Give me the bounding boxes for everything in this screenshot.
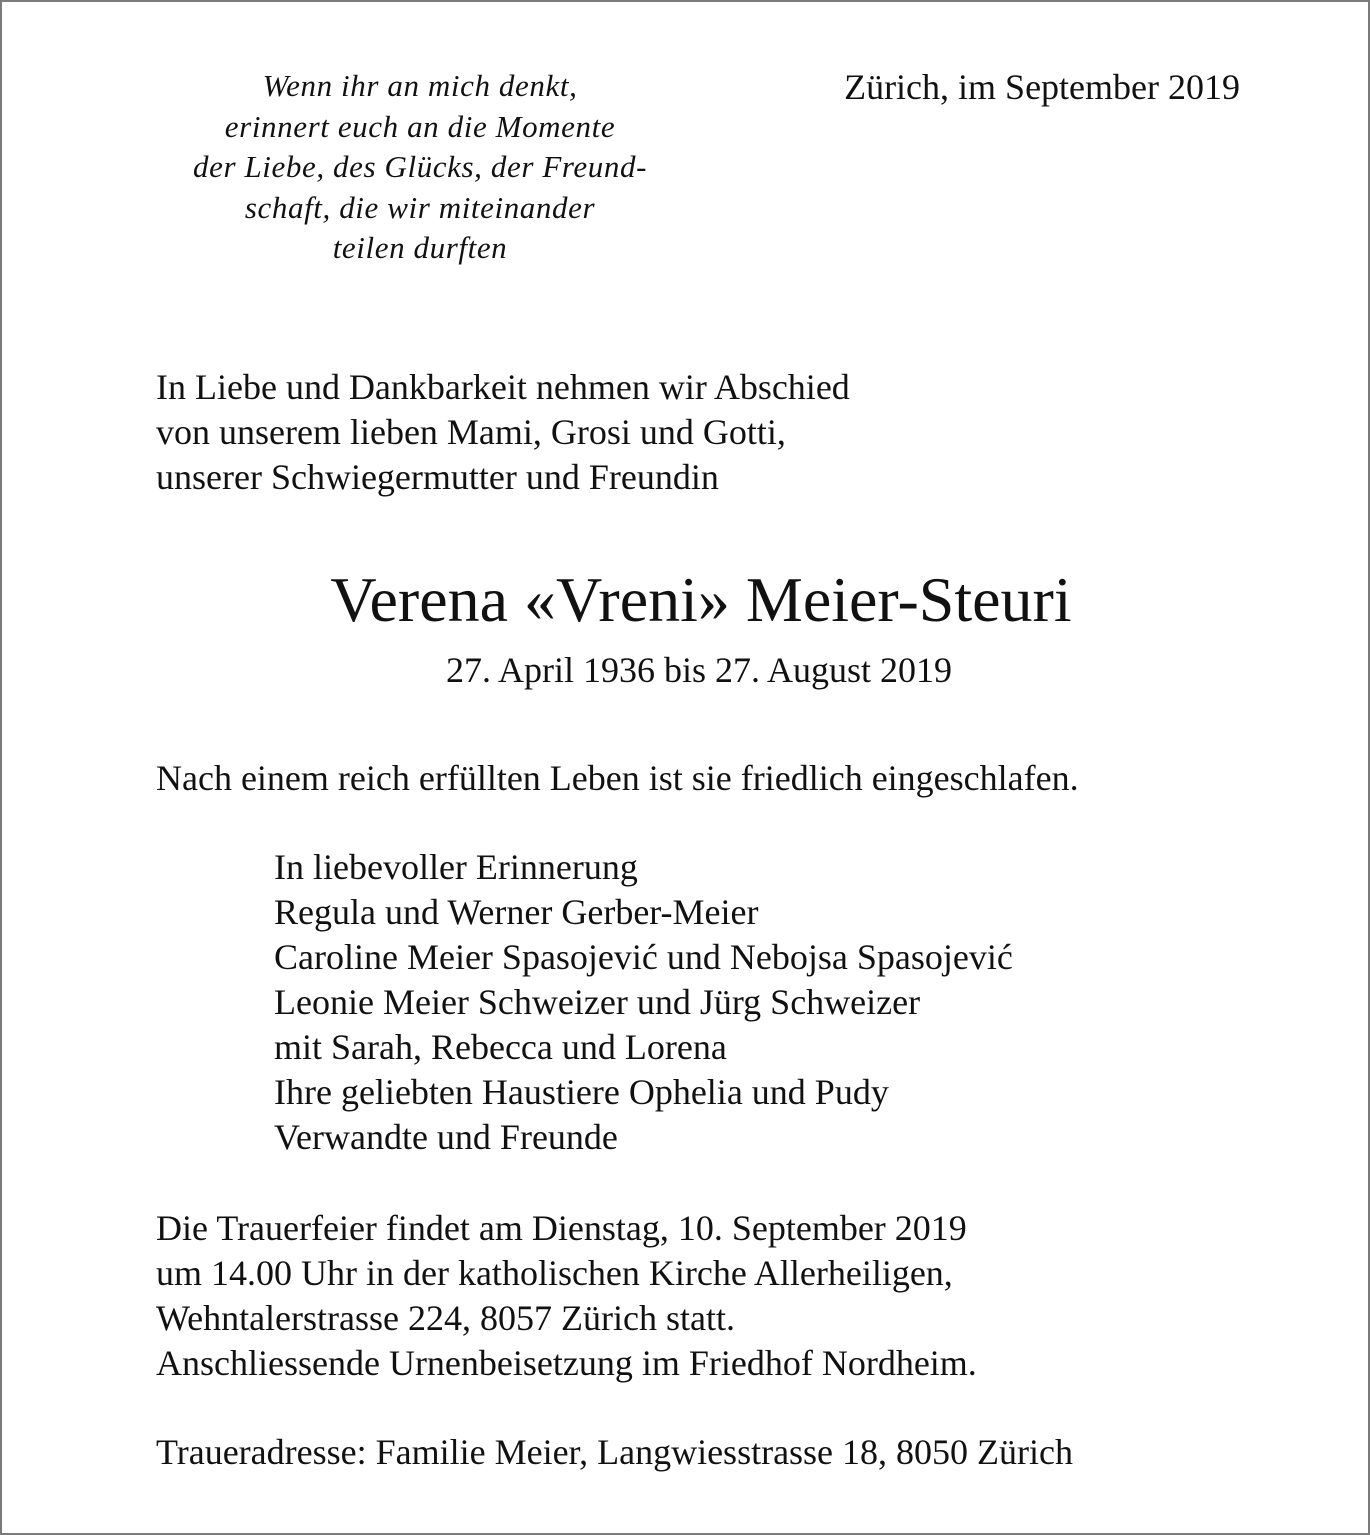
place-and-date: Zürich, im September 2019	[844, 67, 1240, 107]
intro-line: unserer Schwiegermutter und Freundin	[156, 457, 719, 497]
life-dates: 27. April 1936 bis 27. August 2019	[445, 650, 953, 690]
intro-line: von unserem lieben Mami, Grosi und Gotti,	[156, 412, 786, 452]
mourner-line: Leonie Meier Schweizer und Jürg Schweizer	[274, 982, 921, 1022]
ceremony-line: um 14.00 Uhr in der katholischen Kirche Allerheiligen,	[156, 1253, 953, 1293]
ceremony-line: Anschliessende Urnenbeisetzung im Friedhof Nordheim.	[156, 1343, 977, 1383]
memorial-poem	[120, 66, 720, 269]
poem-line: Wenn ihr an mich denkt,	[262, 68, 578, 103]
mourner-line: Ihre geliebten Haustiere Ophelia und Pudy	[274, 1072, 889, 1112]
poem-line: erinnert euch an die Momente	[224, 108, 616, 144]
mourner-line: Verwandte und Freunde	[274, 1117, 618, 1157]
poem-line: teilen durften	[332, 230, 508, 266]
funeral-service-info	[156, 1206, 977, 1386]
farewell-intro	[156, 365, 850, 500]
poem-line: schaft, die wir miteinander	[244, 189, 596, 225]
passed-away-statement: Nach einem reich erfüllten Leben ist sie friedlich eingeschlafen.	[156, 758, 1079, 798]
poem-line: der Liebe, des Glücks, der Freund-	[192, 149, 647, 185]
mourning-address: Traueradresse: Familie Meier, Langwiesstrasse 18, 8050 Zürich	[156, 1432, 1073, 1472]
intro-line: In Liebe und Dankbarkeit nehmen wir Abschied	[156, 367, 850, 407]
mourner-line: Caroline Meier Spasojević und Nebojsa Spasojević	[274, 937, 1013, 977]
deceased-name: Verena «Vreni» Meier-Steuri	[330, 564, 1072, 635]
ceremony-line: Wehntalerstrasse 224, 8057 Zürich statt.	[156, 1298, 735, 1338]
mourner-line: Regula und Werner Gerber-Meier	[274, 892, 759, 932]
mourner-line: mit Sarah, Rebecca und Lorena	[274, 1027, 727, 1067]
mourners-list	[274, 845, 1013, 1160]
mourner-line: In liebevoller Erinnerung	[274, 847, 638, 887]
ceremony-line: Die Trauerfeier findet am Dienstag, 10. September 2019	[156, 1208, 967, 1248]
